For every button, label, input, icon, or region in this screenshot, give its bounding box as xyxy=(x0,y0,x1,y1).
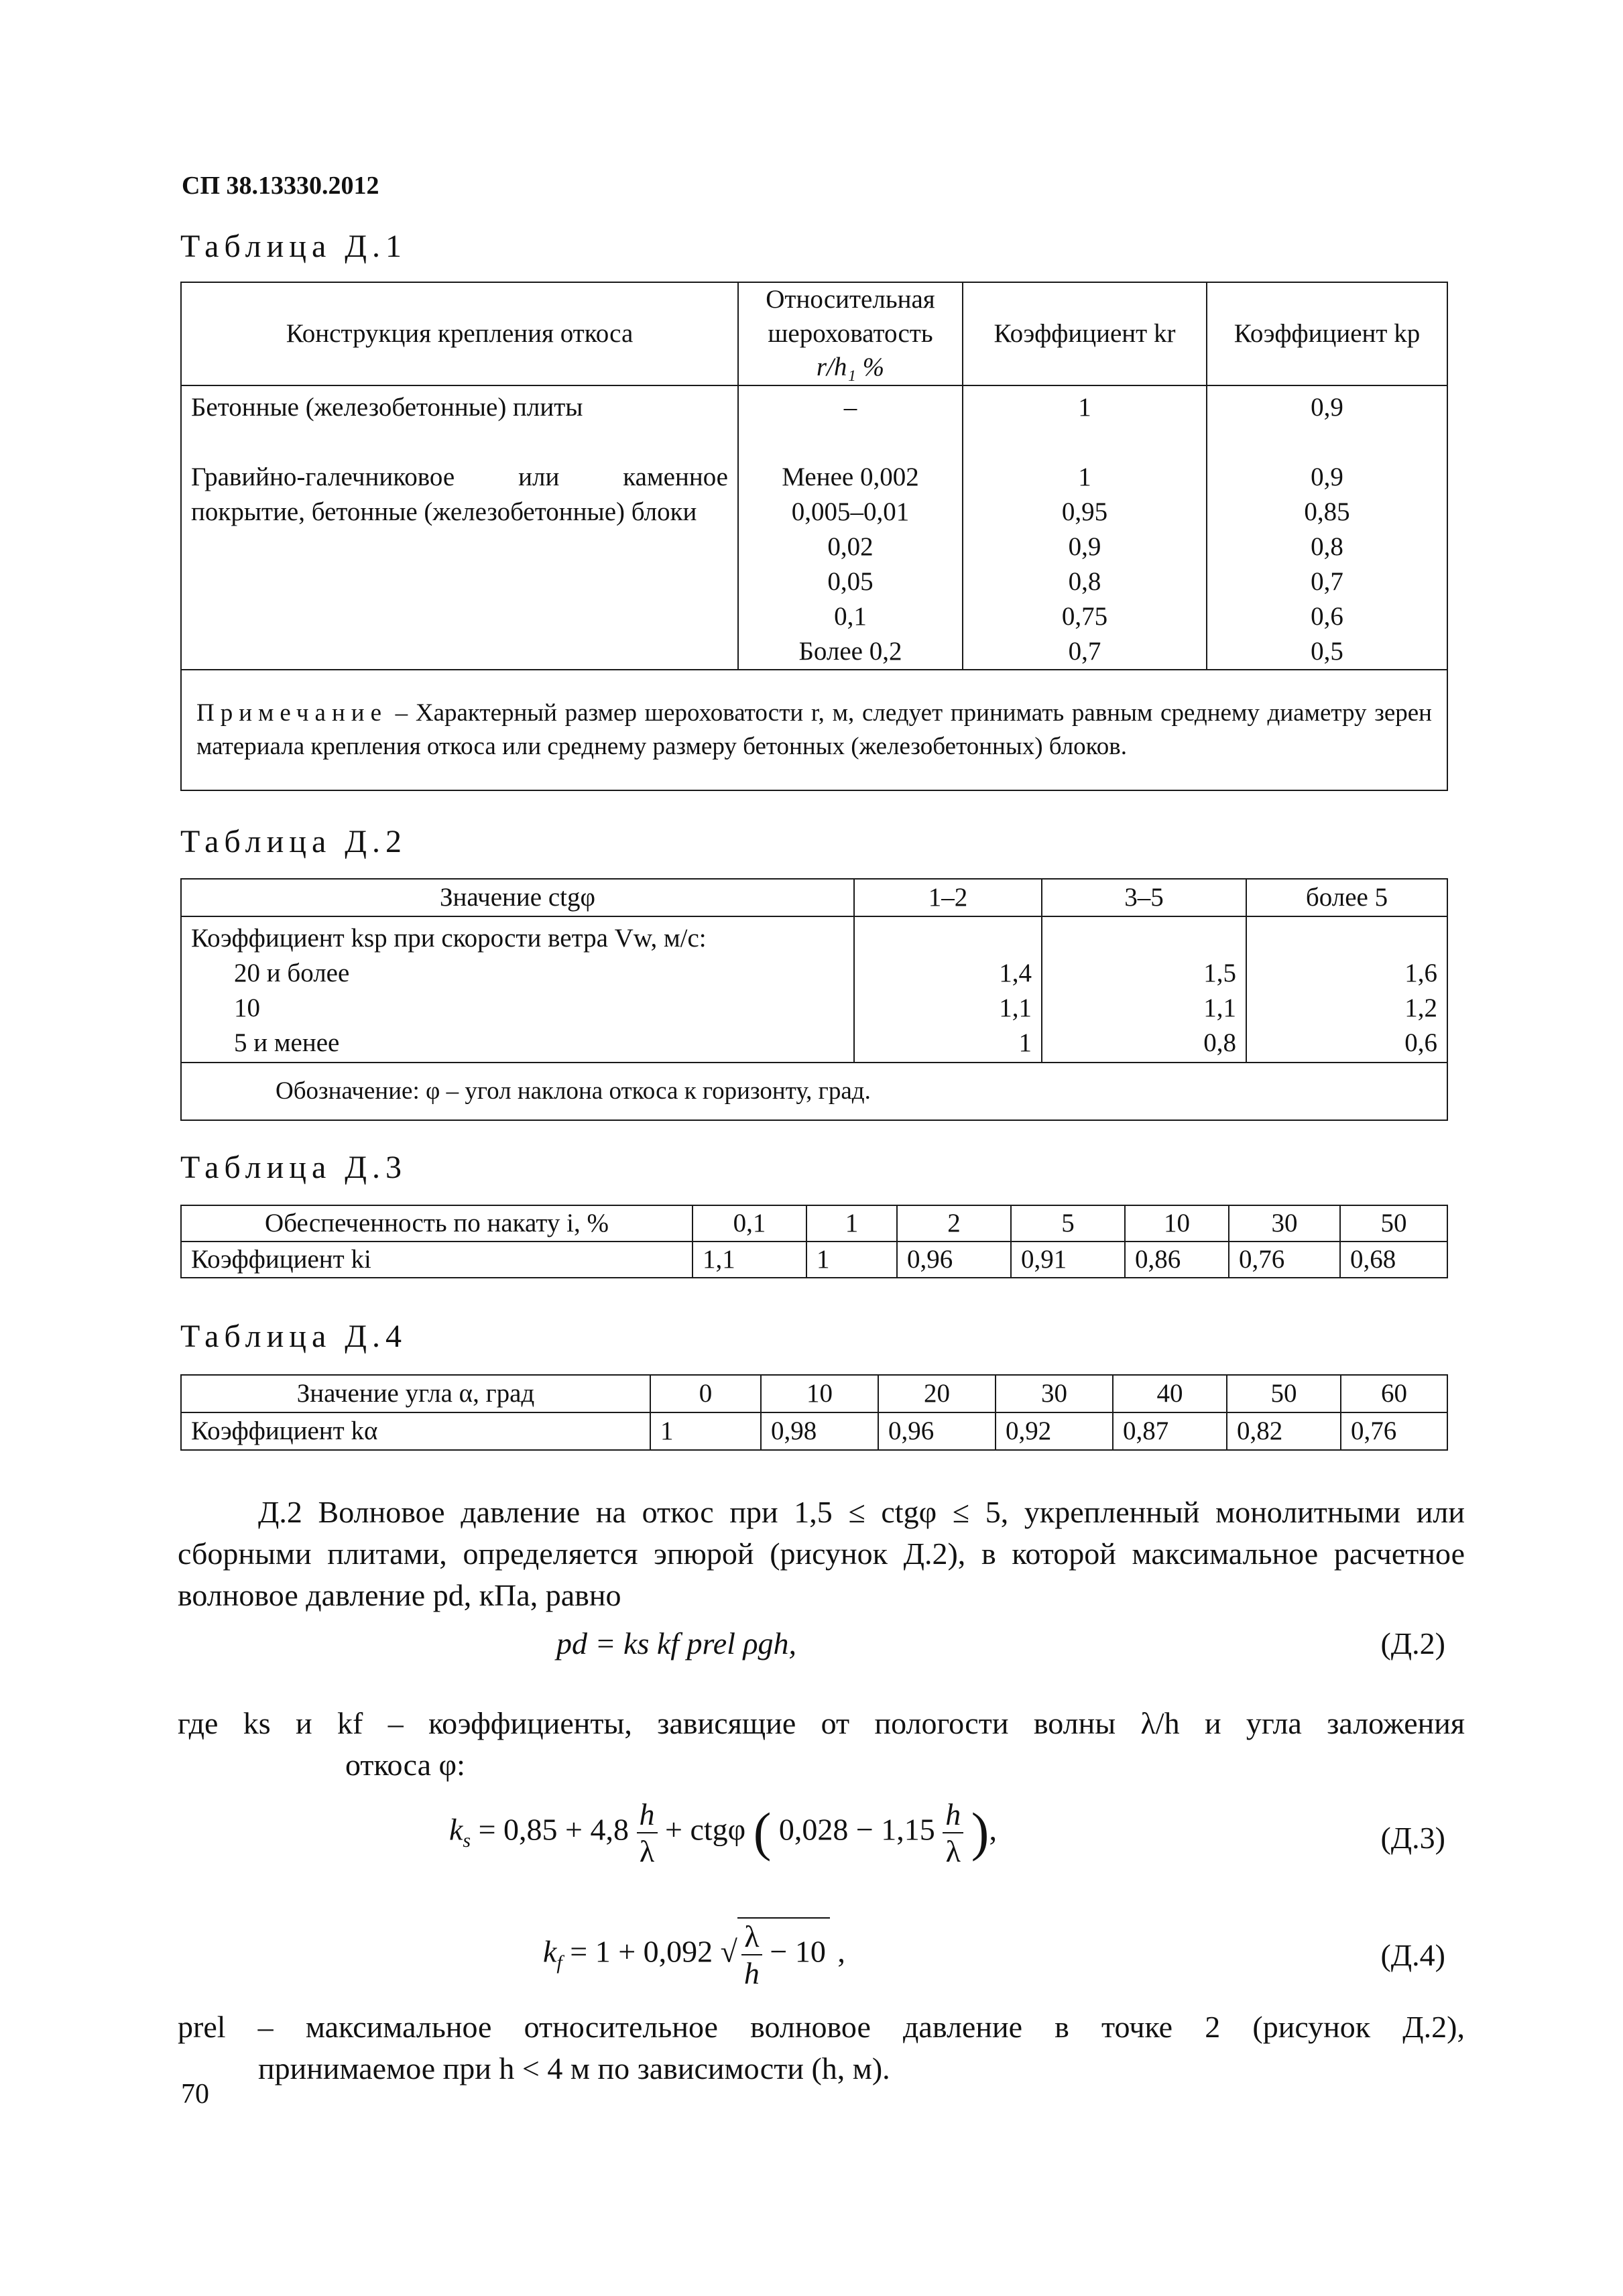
table4-row2-value-6: 0,82 xyxy=(1227,1412,1341,1450)
equation-d4: $k_f = 1 + 0,092$ √ $\frac{\lambda}{h}$ − 10 , xyxy=(543,1917,845,1991)
table1-row2-kr-6: 0,7 xyxy=(1068,637,1101,666)
table1-header-kr: Коэффициент kr xyxy=(963,282,1207,385)
table1-kp-cell xyxy=(1207,385,1447,670)
table4-row2-label: Коэффициент kα xyxy=(181,1412,650,1450)
equation-d3-number: (Д.3) xyxy=(1380,1821,1445,1855)
table2-header-label: Значение ctgφ xyxy=(181,879,854,916)
table2-col1-cell xyxy=(854,916,1042,1063)
table1-header-roughness-line3: r/h₁ % xyxy=(816,353,885,382)
table3-row2-value-6: 0,76 xyxy=(1229,1242,1340,1278)
table1 xyxy=(180,282,1448,791)
table1-header-roughness-line2: шероховатость xyxy=(768,318,933,348)
table1-note xyxy=(181,670,1447,790)
table2-col2-cell xyxy=(1042,916,1246,1063)
table3-row1-value-3: 2 xyxy=(897,1205,1011,1242)
table4-row1-value-5: 40 xyxy=(1113,1375,1227,1412)
table3-row2-label: Коэффициент ki xyxy=(181,1242,693,1278)
table3-row2-value-4: 0,91 xyxy=(1011,1242,1125,1278)
table1-row2-kp-1: 0,9 xyxy=(1311,463,1343,492)
equation-d3-frac2: $\frac{h}{\lambda}$ xyxy=(943,1797,963,1869)
table3-row1-value-5: 10 xyxy=(1125,1205,1229,1242)
table1-row2-roughness-2: 0,005–0,01 xyxy=(791,497,910,527)
table2-row1-col3: 1,6 xyxy=(1404,959,1437,987)
table1-row2-kr-1: 1 xyxy=(1078,463,1091,492)
equation-d4-number: (Д.4) xyxy=(1380,1938,1445,1972)
table1-row2-kr-3: 0,9 xyxy=(1068,532,1101,562)
table4-row2-value-2: 0,98 xyxy=(761,1412,878,1450)
table2-caption: Таблица Д.2 xyxy=(180,824,408,859)
table1-row1-kr: 1 xyxy=(1078,393,1091,422)
table1-caption: Таблица Д.1 xyxy=(180,229,408,264)
equation-d3: $k_s = 0,85 + 4,8$ $\frac{h}{\lambda}$ + ctgφ ( 0,028 − 1,15 $\frac{h}{\lambda}$ ), xyxy=(449,1797,997,1868)
table4-row2-value-5: 0,87 xyxy=(1113,1412,1227,1450)
table4-row2-value-3: 0,96 xyxy=(878,1412,996,1450)
table4-row1-value-6: 50 xyxy=(1227,1375,1341,1412)
table4-row2-value-7: 0,76 xyxy=(1341,1412,1447,1450)
prel-line-1: prel – максимальное относительное волновое давление в точке 2 (рисунок Д.2), xyxy=(178,2010,1465,2044)
table1-row2-kp-3: 0,8 xyxy=(1311,532,1343,562)
table4-caption: Таблица Д.4 xyxy=(180,1319,408,1354)
table3-row1-value-1: 0,1 xyxy=(693,1205,806,1242)
table1-header-construction: Конструкция крепления откоса xyxy=(181,282,738,385)
table2-header-col2: 3–5 xyxy=(1042,879,1246,916)
equation-d3-frac1: $\frac{h}{\lambda}$ xyxy=(637,1797,658,1869)
table1-header-kp: Коэффициент kp xyxy=(1207,282,1447,385)
table2-row3-col3: 0,6 xyxy=(1404,1028,1437,1057)
table3-row2-value-1: 1,1 xyxy=(693,1242,806,1278)
table1-row2-roughness-1: Менее 0,002 xyxy=(782,463,919,492)
table2-row2-label: 10 xyxy=(234,993,260,1022)
table1-row2-kp-5: 0,6 xyxy=(1311,602,1343,631)
table2-note: Обозначение: φ – угол наклона откоса к горизонту, град. xyxy=(181,1063,1447,1120)
table2 xyxy=(180,878,1448,1121)
table1-row2-kr-5: 0,75 xyxy=(1061,602,1108,631)
table2-row3-label: 5 и менее xyxy=(234,1028,340,1057)
table2-row-header: Коэффициент ksp при скорости ветра Vw, м/с: xyxy=(191,924,707,953)
table3-row1-value-7: 50 xyxy=(1340,1205,1447,1242)
table3-caption: Таблица Д.3 xyxy=(180,1150,408,1185)
equation-d4-frac: $\frac{\lambda}{h}$ xyxy=(741,1919,762,1991)
table1-row2-kr-4: 0,8 xyxy=(1068,567,1101,597)
table1-row2-construction: Гравийно-галечниковое или каменное покрытие, бетонные (железобетонные) блоки xyxy=(191,463,728,527)
equation-d2: pd = ks kf prel ρgh, xyxy=(556,1626,797,1660)
table1-header-roughness-line1: Относительная xyxy=(766,285,935,314)
table1-note-label: Примечание xyxy=(196,699,387,727)
table3 xyxy=(180,1205,1448,1278)
table2-row2-col3: 1,2 xyxy=(1404,993,1437,1022)
table2-row2-col1: 1,1 xyxy=(999,993,1032,1022)
table1-kr-cell xyxy=(963,385,1207,670)
table2-row1-col1: 1,4 xyxy=(999,959,1032,987)
paragraph-d2: Д.2 Волновое давление на откос при 1,5 ≤ ctgφ ≤ 5, укрепленный монолитными или сборными плитами, определяется эпюрой (рисунок Д.2), в которой максимальное расчетное волновое давление pd, кПа, равно xyxy=(178,1495,1465,1612)
table4-row2-value-1: 1 xyxy=(650,1412,761,1450)
table3-row1-value-4: 5 xyxy=(1011,1205,1125,1242)
table3-row2-value-7: 0,68 xyxy=(1340,1242,1447,1278)
table4-row2-value-4: 0,92 xyxy=(996,1412,1113,1450)
table1-row2-kp-6: 0,5 xyxy=(1311,637,1343,666)
table1-construction-cell xyxy=(181,385,738,670)
table2-row1-label: 20 и более xyxy=(234,959,350,987)
table2-labels-cell xyxy=(181,916,854,1063)
prel-line-2: принимаемое при h < 4 м по зависимости (h, м). xyxy=(258,2051,890,2086)
table1-row1-roughness: – xyxy=(843,393,857,422)
page-number: 70 xyxy=(181,2079,209,2110)
table2-row3-col1: 1 xyxy=(1018,1028,1032,1057)
table1-row2-roughness-5: 0,1 xyxy=(834,602,867,631)
table1-header-roughness xyxy=(738,282,963,385)
table2-row3-col2: 0,8 xyxy=(1203,1028,1236,1057)
equation-d2-number: (Д.2) xyxy=(1380,1626,1445,1660)
table1-roughness-cell xyxy=(738,385,963,670)
table1-row2-roughness-3: 0,02 xyxy=(827,532,874,562)
table2-col3-cell xyxy=(1246,916,1447,1063)
table1-row2-roughness-6: Более 0,2 xyxy=(798,637,902,666)
table4-row1-value-7: 60 xyxy=(1341,1375,1447,1412)
table4-row1-value-4: 30 xyxy=(996,1375,1113,1412)
table4-row1-value-2: 10 xyxy=(761,1375,878,1412)
where-line-2: откоса φ: xyxy=(345,1748,465,1782)
table3-row1-label: Обеспеченность по накату i, % xyxy=(181,1205,693,1242)
where-line: где ks и kf – коэффициенты, зависящие от пологости волны λ/h и угла заложения xyxy=(178,1706,1465,1740)
table2-header-col3: более 5 xyxy=(1246,879,1447,916)
table1-row1-construction: Бетонные (железобетонные) плиты xyxy=(191,393,583,422)
table2-header-col1: 1–2 xyxy=(854,879,1042,916)
document-code: СП 38.13330.2012 xyxy=(182,172,379,200)
table1-row2-kr-2: 0,95 xyxy=(1061,497,1108,527)
table3-row2-value-2: 1 xyxy=(806,1242,897,1278)
table1-row1-kp: 0,9 xyxy=(1311,393,1343,422)
table3-row2-value-5: 0,86 xyxy=(1125,1242,1229,1278)
table1-row2-kp-2: 0,85 xyxy=(1304,497,1350,527)
table3-row1-value-6: 30 xyxy=(1229,1205,1340,1242)
table1-row2-kp-4: 0,7 xyxy=(1311,567,1343,597)
table4-row1-value-1: 0 xyxy=(650,1375,761,1412)
table3-row2-value-3: 0,96 xyxy=(897,1242,1011,1278)
table2-row1-col2: 1,5 xyxy=(1203,959,1236,987)
table4-row1-label: Значение угла α, град xyxy=(181,1375,650,1412)
table3-row1-value-2: 1 xyxy=(806,1205,897,1242)
table1-note-text: – Характерный размер шероховатости r, м, следует принимать равным среднему диаметру зерен материала крепления откоса или среднему размеру бетонных (железобетонных) блоков. xyxy=(196,699,1432,761)
table4-row1-value-3: 20 xyxy=(878,1375,996,1412)
table1-row2-roughness-4: 0,05 xyxy=(827,567,874,597)
table4 xyxy=(180,1374,1448,1451)
table2-row2-col2: 1,1 xyxy=(1203,993,1236,1022)
